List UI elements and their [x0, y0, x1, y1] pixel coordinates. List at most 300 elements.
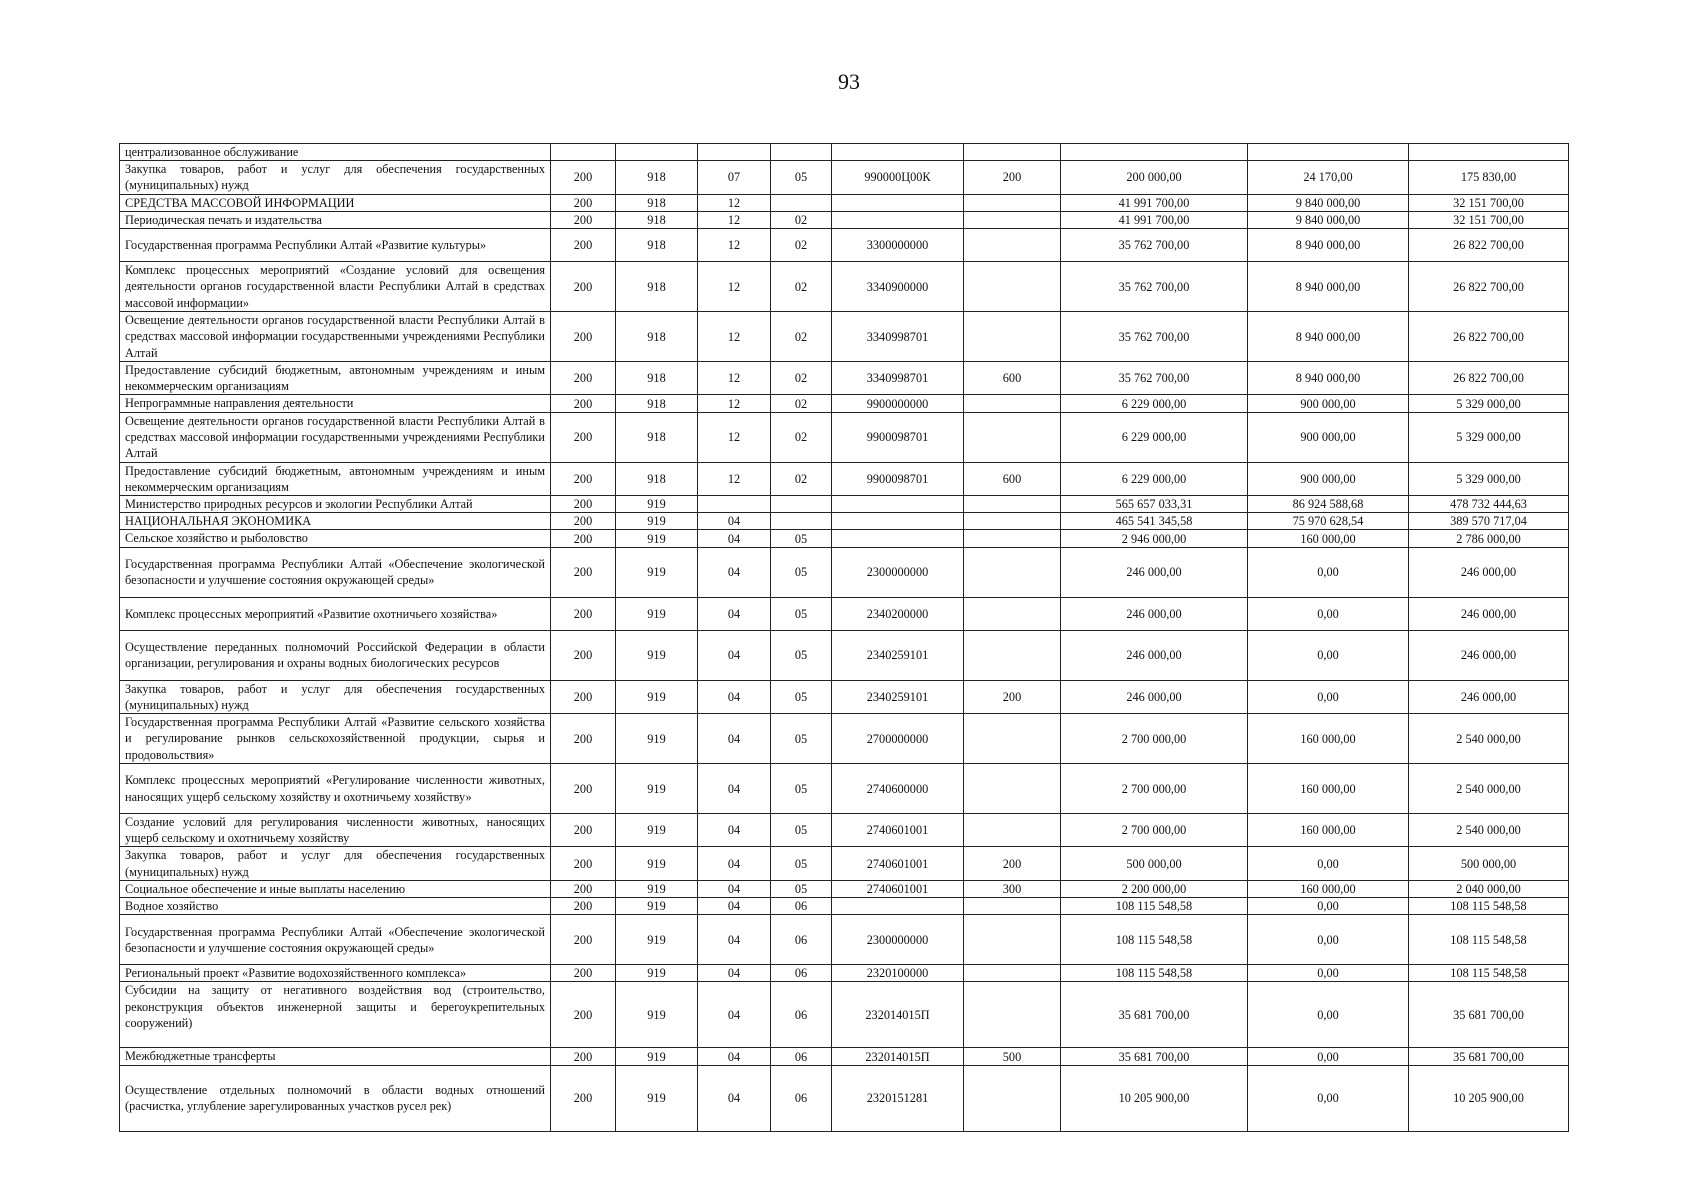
item-name-cell: централизованное обслуживание — [120, 144, 551, 161]
subsection-code-cell: 02 — [771, 229, 832, 262]
subsection-code-cell: 02 — [771, 312, 832, 362]
subsection-code-cell: 02 — [771, 362, 832, 395]
total-amount-cell: 6 229 000,00 — [1061, 462, 1248, 495]
federal-amount-cell: 900 000,00 — [1248, 462, 1409, 495]
column-a-cell: 200 — [551, 496, 616, 513]
column-a-cell: 200 — [551, 680, 616, 713]
regional-amount-cell: 246 000,00 — [1409, 547, 1569, 597]
total-amount-cell: 500 000,00 — [1061, 847, 1248, 880]
subsection-code-cell — [771, 194, 832, 211]
total-amount-cell: 2 200 000,00 — [1061, 880, 1248, 897]
regional-amount-cell: 2 786 000,00 — [1409, 530, 1569, 547]
department-code-cell: 918 — [616, 362, 698, 395]
department-code-cell: 919 — [616, 965, 698, 982]
subsection-code-cell: 05 — [771, 597, 832, 630]
regional-amount-cell: 246 000,00 — [1409, 680, 1569, 713]
column-a-cell: 200 — [551, 915, 616, 965]
item-name-cell: Государственная программа Республики Алтай «Развитие сельского хозяйства и регулирование рынков сельскохозяйственной продукции, сырья и продовольствия» — [120, 714, 551, 764]
target-article-cell: 2320151281 — [832, 1065, 964, 1131]
regional-amount-cell: 2 540 000,00 — [1409, 814, 1569, 847]
subsection-code-cell: 05 — [771, 714, 832, 764]
total-amount-cell: 35 681 700,00 — [1061, 1048, 1248, 1065]
expense-type-cell — [964, 965, 1061, 982]
expense-type-cell — [964, 262, 1061, 312]
item-name-cell: Предоставление субсидий бюджетным, автономным учреждениям и иным некоммерческим организациям — [120, 462, 551, 495]
subsection-code-cell: 05 — [771, 814, 832, 847]
regional-amount-cell: 32 151 700,00 — [1409, 211, 1569, 228]
subsection-code-cell: 05 — [771, 161, 832, 194]
federal-amount-cell: 160 000,00 — [1248, 530, 1409, 547]
regional-amount-cell: 5 329 000,00 — [1409, 462, 1569, 495]
total-amount-cell: 35 762 700,00 — [1061, 362, 1248, 395]
department-code-cell: 919 — [616, 1065, 698, 1131]
expense-type-cell: 600 — [964, 462, 1061, 495]
table-row — [120, 847, 1569, 880]
page-number: 93 — [838, 69, 860, 94]
table-row — [120, 211, 1569, 228]
regional-amount-cell: 478 732 444,63 — [1409, 496, 1569, 513]
column-a-cell: 200 — [551, 462, 616, 495]
department-code-cell: 918 — [616, 211, 698, 228]
department-code-cell: 918 — [616, 262, 698, 312]
expense-type-cell — [964, 764, 1061, 814]
total-amount-cell: 35 681 700,00 — [1061, 982, 1248, 1048]
federal-amount-cell: 160 000,00 — [1248, 880, 1409, 897]
federal-amount-cell: 0,00 — [1248, 1048, 1409, 1065]
table-row — [120, 412, 1569, 462]
column-a-cell: 200 — [551, 412, 616, 462]
target-article-cell — [832, 144, 964, 161]
table-row — [120, 161, 1569, 194]
item-name-cell: Региональный проект «Развитие водохозяйственного комплекса» — [120, 965, 551, 982]
federal-amount-cell: 0,00 — [1248, 597, 1409, 630]
total-amount-cell: 565 657 033,31 — [1061, 496, 1248, 513]
column-a-cell: 200 — [551, 312, 616, 362]
table-row — [120, 362, 1569, 395]
federal-amount-cell: 9 840 000,00 — [1248, 211, 1409, 228]
department-code-cell: 919 — [616, 714, 698, 764]
column-a-cell: 200 — [551, 597, 616, 630]
regional-amount-cell: 175 830,00 — [1409, 161, 1569, 194]
section-code-cell: 12 — [698, 194, 771, 211]
total-amount-cell: 6 229 000,00 — [1061, 412, 1248, 462]
federal-amount-cell: 0,00 — [1248, 898, 1409, 915]
table-row — [120, 229, 1569, 262]
section-code-cell: 04 — [698, 1065, 771, 1131]
expense-type-cell — [964, 630, 1061, 680]
department-code-cell: 919 — [616, 898, 698, 915]
target-article-cell: 232014015П — [832, 982, 964, 1048]
column-a-cell: 200 — [551, 1048, 616, 1065]
section-code-cell: 04 — [698, 880, 771, 897]
federal-amount-cell: 86 924 588,68 — [1248, 496, 1409, 513]
item-name-cell: Государственная программа Республики Алтай «Развитие культуры» — [120, 229, 551, 262]
subsection-code-cell: 05 — [771, 880, 832, 897]
subsection-code-cell: 05 — [771, 764, 832, 814]
section-code-cell: 04 — [698, 597, 771, 630]
federal-amount-cell: 900 000,00 — [1248, 395, 1409, 412]
item-name-cell: Комплекс процессных мероприятий «Регулирование численности животных, наносящих ущерб сельскому хозяйству и охотничьему хозяйству» — [120, 764, 551, 814]
target-article-cell — [832, 513, 964, 530]
subsection-code-cell: 05 — [771, 680, 832, 713]
expense-type-cell — [964, 530, 1061, 547]
table-row — [120, 462, 1569, 495]
target-article-cell: 3340998701 — [832, 312, 964, 362]
section-code-cell: 12 — [698, 262, 771, 312]
department-code-cell: 919 — [616, 630, 698, 680]
expense-type-cell — [964, 144, 1061, 161]
total-amount-cell — [1061, 144, 1248, 161]
section-code-cell: 12 — [698, 362, 771, 395]
column-a-cell: 200 — [551, 898, 616, 915]
column-a-cell: 200 — [551, 880, 616, 897]
federal-amount-cell: 0,00 — [1248, 630, 1409, 680]
section-code-cell: 04 — [698, 680, 771, 713]
subsection-code-cell: 02 — [771, 262, 832, 312]
table-row — [120, 144, 1569, 161]
regional-amount-cell: 32 151 700,00 — [1409, 194, 1569, 211]
subsection-code-cell: 05 — [771, 530, 832, 547]
column-a-cell: 200 — [551, 362, 616, 395]
target-article-cell: 9900098701 — [832, 412, 964, 462]
table-row — [120, 898, 1569, 915]
federal-amount-cell: 75 970 628,54 — [1248, 513, 1409, 530]
expense-type-cell — [964, 312, 1061, 362]
section-code-cell: 04 — [698, 982, 771, 1048]
column-a-cell: 200 — [551, 229, 616, 262]
item-name-cell: Министерство природных ресурсов и экологии Республики Алтай — [120, 496, 551, 513]
section-code-cell: 04 — [698, 530, 771, 547]
target-article-cell: 3300000000 — [832, 229, 964, 262]
target-article-cell: 2340259101 — [832, 630, 964, 680]
expense-type-cell — [964, 597, 1061, 630]
expense-type-cell — [964, 211, 1061, 228]
total-amount-cell: 246 000,00 — [1061, 680, 1248, 713]
item-name-cell: Социальное обеспечение и иные выплаты населению — [120, 880, 551, 897]
regional-amount-cell: 26 822 700,00 — [1409, 229, 1569, 262]
item-name-cell: Освещение деятельности органов государственной власти Республики Алтай в средствах массовой информации государственными учреждениями Республики Алтай — [120, 312, 551, 362]
subsection-code-cell: 06 — [771, 982, 832, 1048]
table-row — [120, 1048, 1569, 1065]
section-code-cell: 07 — [698, 161, 771, 194]
total-amount-cell: 41 991 700,00 — [1061, 211, 1248, 228]
regional-amount-cell: 26 822 700,00 — [1409, 362, 1569, 395]
federal-amount-cell: 0,00 — [1248, 965, 1409, 982]
section-code-cell: 12 — [698, 395, 771, 412]
target-article-cell — [832, 898, 964, 915]
item-name-cell: Комплекс процессных мероприятий «Создание условий для освещения деятельности органов государственной власти Республики Алтай в средствах массовой информации» — [120, 262, 551, 312]
column-a-cell: 200 — [551, 161, 616, 194]
regional-amount-cell: 10 205 900,00 — [1409, 1065, 1569, 1131]
department-code-cell: 919 — [616, 764, 698, 814]
federal-amount-cell: 0,00 — [1248, 1065, 1409, 1131]
item-name-cell: Водное хозяйство — [120, 898, 551, 915]
table-row — [120, 814, 1569, 847]
department-code-cell: 919 — [616, 1048, 698, 1065]
subsection-code-cell: 06 — [771, 1048, 832, 1065]
column-a-cell: 200 — [551, 714, 616, 764]
expense-type-cell — [964, 714, 1061, 764]
regional-amount-cell: 389 570 717,04 — [1409, 513, 1569, 530]
subsection-code-cell: 02 — [771, 395, 832, 412]
section-code-cell — [698, 496, 771, 513]
federal-amount-cell: 900 000,00 — [1248, 412, 1409, 462]
regional-amount-cell: 5 329 000,00 — [1409, 395, 1569, 412]
subsection-code-cell: 06 — [771, 915, 832, 965]
regional-amount-cell: 2 540 000,00 — [1409, 714, 1569, 764]
expense-type-cell: 200 — [964, 847, 1061, 880]
department-code-cell: 918 — [616, 395, 698, 412]
subsection-code-cell — [771, 144, 832, 161]
target-article-cell: 2740601001 — [832, 814, 964, 847]
item-name-cell: Предоставление субсидий бюджетным, автономным учреждениям и иным некоммерческим организациям — [120, 362, 551, 395]
section-code-cell: 04 — [698, 847, 771, 880]
subsection-code-cell: 02 — [771, 211, 832, 228]
regional-amount-cell: 2 040 000,00 — [1409, 880, 1569, 897]
target-article-cell: 2700000000 — [832, 714, 964, 764]
department-code-cell: 918 — [616, 312, 698, 362]
section-code-cell: 04 — [698, 714, 771, 764]
section-code-cell: 04 — [698, 513, 771, 530]
total-amount-cell: 246 000,00 — [1061, 597, 1248, 630]
department-code-cell: 919 — [616, 597, 698, 630]
regional-amount-cell: 246 000,00 — [1409, 630, 1569, 680]
subsection-code-cell: 05 — [771, 547, 832, 597]
target-article-cell — [832, 496, 964, 513]
table-row — [120, 513, 1569, 530]
federal-amount-cell: 8 940 000,00 — [1248, 229, 1409, 262]
table-row — [120, 194, 1569, 211]
column-a-cell: 200 — [551, 982, 616, 1048]
target-article-cell — [832, 530, 964, 547]
regional-amount-cell: 500 000,00 — [1409, 847, 1569, 880]
column-a-cell: 200 — [551, 1065, 616, 1131]
section-code-cell: 04 — [698, 764, 771, 814]
expense-type-cell — [964, 1065, 1061, 1131]
department-code-cell: 918 — [616, 229, 698, 262]
federal-amount-cell: 160 000,00 — [1248, 814, 1409, 847]
subsection-code-cell — [771, 496, 832, 513]
regional-amount-cell: 26 822 700,00 — [1409, 312, 1569, 362]
total-amount-cell: 2 700 000,00 — [1061, 714, 1248, 764]
expense-type-cell — [964, 412, 1061, 462]
item-name-cell: Государственная программа Республики Алтай «Обеспечение экологической безопасности и улучшение состояния окружающей среды» — [120, 915, 551, 965]
regional-amount-cell: 35 681 700,00 — [1409, 1048, 1569, 1065]
item-name-cell: Сельское хозяйство и рыболовство — [120, 530, 551, 547]
section-code-cell — [698, 144, 771, 161]
section-code-cell: 04 — [698, 547, 771, 597]
expense-type-cell — [964, 915, 1061, 965]
table-body — [120, 144, 1569, 1132]
target-article-cell: 3340998701 — [832, 362, 964, 395]
expense-type-cell: 200 — [964, 161, 1061, 194]
section-code-cell: 04 — [698, 1048, 771, 1065]
section-code-cell: 04 — [698, 814, 771, 847]
subsection-code-cell: 06 — [771, 898, 832, 915]
department-code-cell: 918 — [616, 462, 698, 495]
expense-type-cell — [964, 898, 1061, 915]
department-code-cell: 919 — [616, 680, 698, 713]
total-amount-cell: 35 762 700,00 — [1061, 312, 1248, 362]
subsection-code-cell: 02 — [771, 412, 832, 462]
federal-amount-cell: 24 170,00 — [1248, 161, 1409, 194]
federal-amount-cell: 8 940 000,00 — [1248, 312, 1409, 362]
total-amount-cell: 41 991 700,00 — [1061, 194, 1248, 211]
target-article-cell: 2340259101 — [832, 680, 964, 713]
column-a-cell: 200 — [551, 530, 616, 547]
department-code-cell: 919 — [616, 496, 698, 513]
department-code-cell: 918 — [616, 161, 698, 194]
total-amount-cell: 200 000,00 — [1061, 161, 1248, 194]
column-a-cell: 200 — [551, 965, 616, 982]
column-a-cell: 200 — [551, 395, 616, 412]
target-article-cell: 2340200000 — [832, 597, 964, 630]
expense-type-cell: 200 — [964, 680, 1061, 713]
section-code-cell: 04 — [698, 915, 771, 965]
expense-type-cell: 600 — [964, 362, 1061, 395]
item-name-cell: Периодическая печать и издательства — [120, 211, 551, 228]
item-name-cell: Создание условий для регулирования численности животных, наносящих ущерб сельскому и охотничьему хозяйству — [120, 814, 551, 847]
regional-amount-cell: 2 540 000,00 — [1409, 764, 1569, 814]
item-name-cell: Закупка товаров, работ и услуг для обеспечения государственных (муниципальных) нужд — [120, 680, 551, 713]
federal-amount-cell: 8 940 000,00 — [1248, 362, 1409, 395]
federal-amount-cell: 0,00 — [1248, 915, 1409, 965]
total-amount-cell: 108 115 548,58 — [1061, 915, 1248, 965]
section-code-cell: 12 — [698, 412, 771, 462]
column-a-cell: 200 — [551, 630, 616, 680]
federal-amount-cell: 160 000,00 — [1248, 714, 1409, 764]
item-name-cell: Непрограммные направления деятельности — [120, 395, 551, 412]
table-row — [120, 965, 1569, 982]
federal-amount-cell: 0,00 — [1248, 847, 1409, 880]
table-row — [120, 496, 1569, 513]
table-row — [120, 880, 1569, 897]
target-article-cell: 990000Ц00К — [832, 161, 964, 194]
table-row — [120, 982, 1569, 1048]
item-name-cell: Государственная программа Республики Алтай «Обеспечение экологической безопасности и улучшение состояния окружающей среды» — [120, 547, 551, 597]
section-code-cell: 12 — [698, 312, 771, 362]
regional-amount-cell: 108 115 548,58 — [1409, 965, 1569, 982]
table-row — [120, 530, 1569, 547]
regional-amount-cell — [1409, 144, 1569, 161]
subsection-code-cell — [771, 513, 832, 530]
item-name-cell: Межбюджетные трансферты — [120, 1048, 551, 1065]
department-code-cell: 919 — [616, 513, 698, 530]
table-row — [120, 395, 1569, 412]
target-article-cell: 9900000000 — [832, 395, 964, 412]
target-article-cell — [832, 194, 964, 211]
table-row — [120, 1065, 1569, 1131]
section-code-cell: 04 — [698, 898, 771, 915]
item-name-cell: Осуществление отдельных полномочий в области водных отношений (расчистка, углубление зарегулированных участков русел рек) — [120, 1065, 551, 1131]
department-code-cell: 919 — [616, 530, 698, 547]
table-row — [120, 680, 1569, 713]
expense-type-cell: 300 — [964, 880, 1061, 897]
section-code-cell: 04 — [698, 630, 771, 680]
column-a-cell: 200 — [551, 194, 616, 211]
federal-amount-cell: 0,00 — [1248, 680, 1409, 713]
total-amount-cell: 2 700 000,00 — [1061, 814, 1248, 847]
total-amount-cell: 2 700 000,00 — [1061, 764, 1248, 814]
item-name-cell: НАЦИОНАЛЬНАЯ ЭКОНОМИКА — [120, 513, 551, 530]
subsection-code-cell: 06 — [771, 1065, 832, 1131]
table-row — [120, 764, 1569, 814]
expense-type-cell — [964, 814, 1061, 847]
column-a-cell: 200 — [551, 211, 616, 228]
table-row — [120, 714, 1569, 764]
total-amount-cell: 465 541 345,58 — [1061, 513, 1248, 530]
federal-amount-cell: 160 000,00 — [1248, 764, 1409, 814]
department-code-cell: 918 — [616, 194, 698, 211]
section-code-cell: 12 — [698, 462, 771, 495]
federal-amount-cell — [1248, 144, 1409, 161]
column-a-cell: 200 — [551, 814, 616, 847]
item-name-cell: Осуществление переданных полномочий Российской Федерации в области организации, регулирования и охраны водных биологических ресурсов — [120, 630, 551, 680]
regional-amount-cell: 35 681 700,00 — [1409, 982, 1569, 1048]
subsection-code-cell: 02 — [771, 462, 832, 495]
item-name-cell: СРЕДСТВА МАССОВОЙ ИНФОРМАЦИИ — [120, 194, 551, 211]
subsection-code-cell: 05 — [771, 630, 832, 680]
regional-amount-cell: 108 115 548,58 — [1409, 898, 1569, 915]
department-code-cell: 919 — [616, 814, 698, 847]
department-code-cell: 919 — [616, 547, 698, 597]
column-a-cell — [551, 144, 616, 161]
regional-amount-cell: 26 822 700,00 — [1409, 262, 1569, 312]
department-code-cell: 919 — [616, 847, 698, 880]
table-row — [120, 262, 1569, 312]
table-row — [120, 547, 1569, 597]
federal-amount-cell: 0,00 — [1248, 982, 1409, 1048]
section-code-cell: 04 — [698, 965, 771, 982]
department-code-cell: 919 — [616, 982, 698, 1048]
department-code-cell: 919 — [616, 880, 698, 897]
target-article-cell: 3340900000 — [832, 262, 964, 312]
table-row — [120, 312, 1569, 362]
federal-amount-cell: 9 840 000,00 — [1248, 194, 1409, 211]
section-code-cell: 12 — [698, 211, 771, 228]
item-name-cell: Закупка товаров, работ и услуг для обеспечения государственных (муниципальных) нужд — [120, 847, 551, 880]
department-code-cell: 918 — [616, 412, 698, 462]
federal-amount-cell: 8 940 000,00 — [1248, 262, 1409, 312]
expense-type-cell — [964, 982, 1061, 1048]
target-article-cell: 2300000000 — [832, 547, 964, 597]
total-amount-cell: 108 115 548,58 — [1061, 898, 1248, 915]
target-article-cell: 2740600000 — [832, 764, 964, 814]
total-amount-cell: 35 762 700,00 — [1061, 229, 1248, 262]
item-name-cell: Субсидии на защиту от негативного воздействия вод (строительство, реконструкция объектов инженерной защиты и берегоукрепительных сооружений) — [120, 982, 551, 1048]
target-article-cell: 232014015П — [832, 1048, 964, 1065]
regional-amount-cell: 246 000,00 — [1409, 597, 1569, 630]
expense-type-cell — [964, 513, 1061, 530]
table-row — [120, 915, 1569, 965]
section-code-cell: 12 — [698, 229, 771, 262]
total-amount-cell: 35 762 700,00 — [1061, 262, 1248, 312]
expense-type-cell — [964, 395, 1061, 412]
regional-amount-cell: 108 115 548,58 — [1409, 915, 1569, 965]
subsection-code-cell: 05 — [771, 847, 832, 880]
item-name-cell: Комплекс процессных мероприятий «Развитие охотничьего хозяйства» — [120, 597, 551, 630]
total-amount-cell: 2 946 000,00 — [1061, 530, 1248, 547]
item-name-cell: Закупка товаров, работ и услуг для обеспечения государственных (муниципальных) нужд — [120, 161, 551, 194]
target-article-cell — [832, 211, 964, 228]
column-a-cell: 200 — [551, 847, 616, 880]
table-row — [120, 630, 1569, 680]
column-a-cell: 200 — [551, 513, 616, 530]
column-a-cell: 200 — [551, 547, 616, 597]
table-row — [120, 597, 1569, 630]
department-code-cell: 919 — [616, 915, 698, 965]
total-amount-cell: 6 229 000,00 — [1061, 395, 1248, 412]
